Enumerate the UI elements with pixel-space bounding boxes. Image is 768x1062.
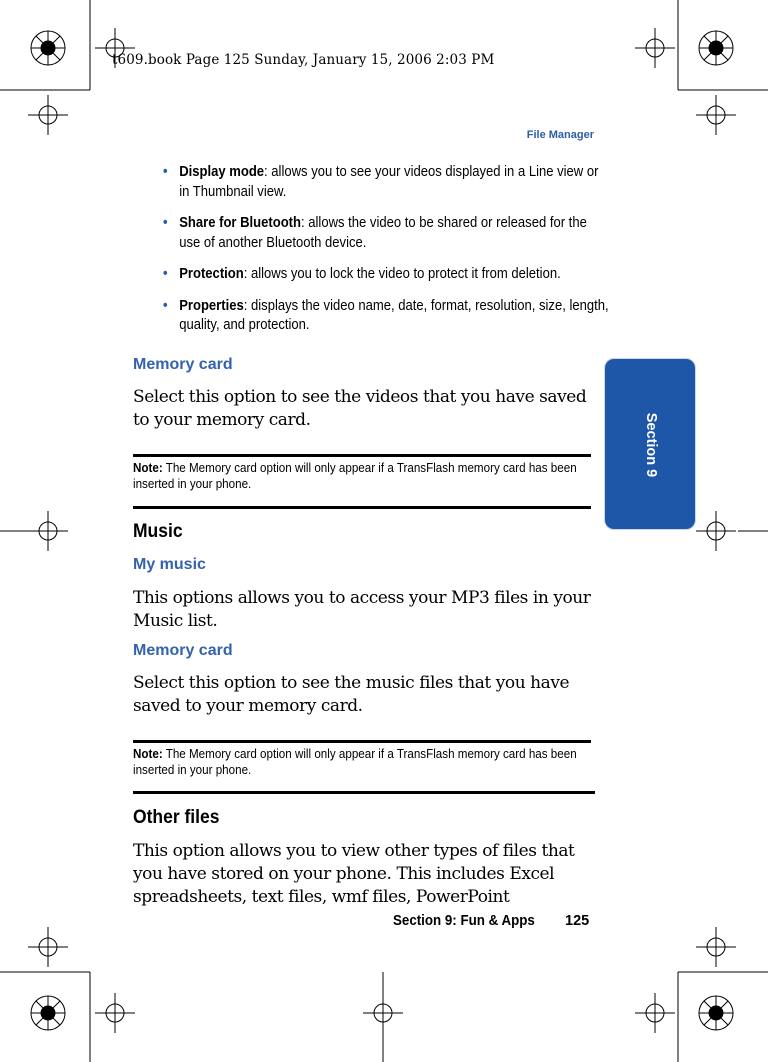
- list-item: [163, 265, 611, 285]
- music-memory-card-body: Select this option to see the music files that you have saved to your memory card.: [133, 673, 570, 716]
- bullet-text: : displays the video name, date, format, resolution, size, length, quality, and protection.: [179, 297, 609, 333]
- note-label: Note:: [133, 747, 163, 761]
- bullet-term: Properties: [179, 297, 244, 314]
- crosshair-target-icon: [696, 511, 736, 551]
- other-files-body: This option allows you to view other types of files that you have stored on your phone. This includes Excel spreadsheets, text files, wmf files, PowerPoint: [133, 841, 575, 907]
- registration-wheel-icon: [699, 31, 733, 65]
- crosshair-target-icon: [95, 993, 135, 1033]
- bullet-icon: •: [163, 164, 168, 180]
- options-bullet-list: [163, 163, 609, 348]
- note-memory-card-videos: [133, 461, 593, 492]
- note-memory-card-music: [133, 747, 593, 778]
- bullet-term: Share for Bluetooth: [179, 215, 302, 231]
- section-tab-label: Section 9: [643, 412, 659, 478]
- list-item: [163, 297, 611, 336]
- print-header: t609.book Page 125 Sunday, January 15, 2006 2:03 PM: [112, 52, 495, 68]
- note-top-rule: [133, 454, 591, 457]
- memory-card-body: Select this option to see the videos that you have saved to your memory card.: [133, 387, 587, 430]
- registration-wheel-icon: [31, 996, 65, 1030]
- crosshair-target-icon: [635, 28, 675, 68]
- registration-wheel-icon: [31, 31, 65, 65]
- other-files-heading: Other files: [133, 807, 220, 828]
- list-item: [163, 163, 611, 202]
- bullet-icon: •: [163, 266, 168, 282]
- note-text: The Memory card option will only appear if a TransFlash memory card has been inserted in your phone.: [133, 461, 577, 491]
- bullet-text: : allows you to see your videos displayed in a Line view or in Thumbnail view.: [179, 164, 599, 200]
- running-head: File Manager: [526, 129, 594, 141]
- my-music-heading: My music: [133, 556, 206, 573]
- crosshair-target-icon: [28, 511, 68, 551]
- bullet-icon: •: [163, 215, 168, 231]
- note-bottom-rule: [133, 506, 591, 509]
- note-bottom-rule: [133, 791, 595, 794]
- note-label: Note:: [133, 461, 163, 475]
- list-item: [163, 214, 611, 253]
- bullet-text: : allows you to lock the video to protect it from deletion.: [243, 266, 561, 282]
- crosshair-target-icon: [28, 927, 68, 967]
- music-memory-card-heading: Memory card: [133, 642, 233, 659]
- section-tab: [604, 358, 696, 530]
- registration-wheel-icon: [699, 996, 733, 1030]
- footer-section-label: Section 9: Fun & Apps: [393, 913, 535, 929]
- crosshair-target-icon: [696, 95, 736, 135]
- bullet-term: Display mode: [179, 164, 265, 180]
- note-text: The Memory card option will only appear if a TransFlash memory card has been inserted in your phone.: [133, 747, 577, 777]
- bullet-term: Protection: [179, 266, 244, 282]
- page-number: 125: [565, 913, 590, 929]
- crosshair-target-icon: [635, 993, 675, 1033]
- memory-card-heading: Memory card: [133, 356, 233, 373]
- bullet-icon: •: [163, 297, 168, 314]
- crosshair-target-icon: [696, 927, 736, 967]
- bullet-text: : allows the video to be shared or released for the use of another Bluetooth device.: [179, 215, 587, 251]
- music-heading: Music: [133, 521, 183, 542]
- note-top-rule: [133, 740, 591, 743]
- crosshair-target-icon: [28, 95, 68, 135]
- my-music-body: This options allows you to access your MP3 files in your Music list.: [133, 588, 591, 631]
